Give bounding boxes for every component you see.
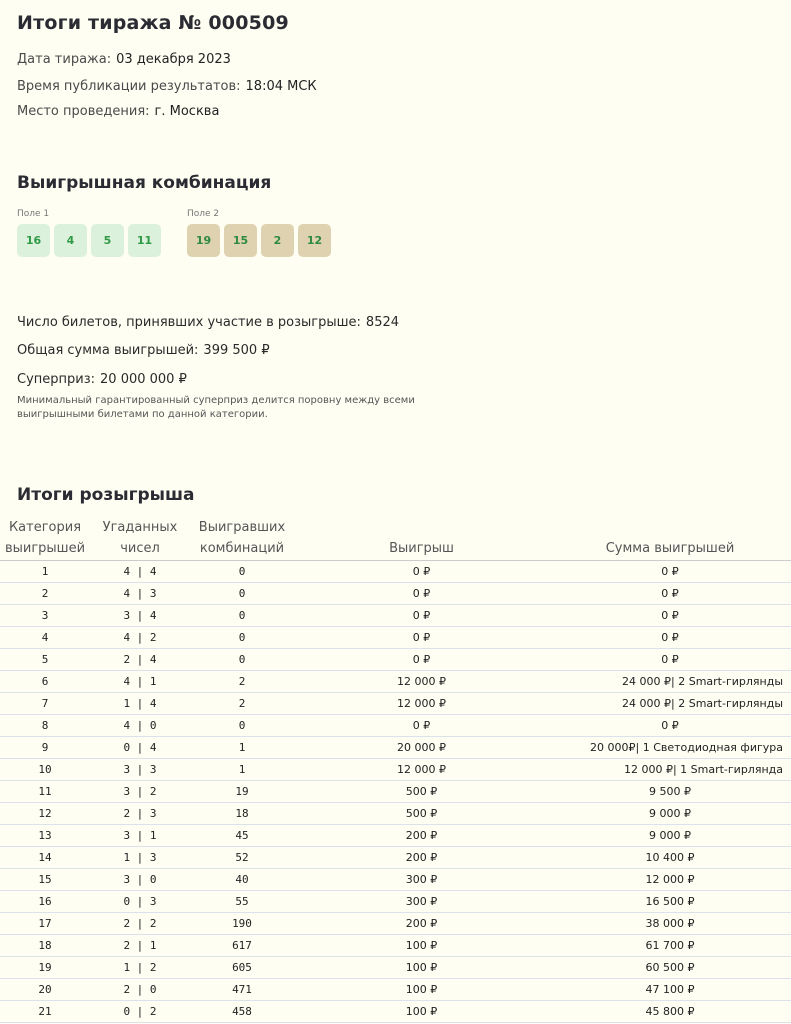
cell-category: 16 [0, 891, 90, 913]
cell-prize: 100 ₽ [294, 957, 549, 979]
cell-category: 12 [0, 803, 90, 825]
cell-winners: 2 [190, 693, 294, 715]
table-row [0, 781, 791, 803]
cell-total: 24 000 ₽| 2 Smart-гирлянды [549, 671, 791, 693]
cell-prize: 0 ₽ [294, 627, 549, 649]
table-row [0, 935, 791, 957]
draw-place [17, 104, 219, 119]
table-row [0, 803, 791, 825]
cell-matched: 3 | 0 [90, 869, 190, 891]
table-row [0, 649, 791, 671]
col-prize: Выигрыш [294, 515, 549, 561]
field1-label: Поле 1 [17, 209, 50, 219]
cell-category: 18 [0, 935, 90, 957]
cell-matched: 4 | 0 [90, 715, 190, 737]
cell-category: 17 [0, 913, 90, 935]
cell-prize: 0 ₽ [294, 561, 549, 583]
cell-prize: 0 ₽ [294, 583, 549, 605]
field1-ball: 11 [128, 224, 161, 257]
draw-date-value: 03 декабря 2023 [116, 52, 231, 67]
cell-matched: 2 | 2 [90, 913, 190, 935]
cell-matched: 2 | 4 [90, 649, 190, 671]
cell-winners: 0 [190, 605, 294, 627]
draw-date-label: Дата тиража: [17, 52, 112, 67]
cell-category: 6 [0, 671, 90, 693]
total-winnings [17, 343, 270, 358]
cell-winners: 190 [190, 913, 294, 935]
cell-matched: 2 | 0 [90, 979, 190, 1001]
table-row [0, 693, 791, 715]
draw-place-label: Место проведения: [17, 104, 150, 119]
cell-prize: 0 ₽ [294, 605, 549, 627]
cell-matched: 3 | 4 [90, 605, 190, 627]
total-winnings-value: 399 500 ₽ [203, 343, 270, 358]
cell-category: 9 [0, 737, 90, 759]
table-row [0, 561, 791, 583]
cell-category: 20 [0, 979, 90, 1001]
cell-matched: 0 | 3 [90, 891, 190, 913]
table-row [0, 979, 791, 1001]
field2-label: Поле 2 [187, 209, 220, 219]
cell-prize: 0 ₽ [294, 715, 549, 737]
cell-winners: 1 [190, 737, 294, 759]
superprize-note: Минимальный гарантированный суперприз делится поровну между всеми выигрышными билетами по данной категории. [17, 395, 415, 420]
cell-category: 3 [0, 605, 90, 627]
cell-matched: 0 | 4 [90, 737, 190, 759]
cell-prize: 200 ₽ [294, 847, 549, 869]
cell-total: 0 ₽ [549, 715, 791, 737]
cell-total: 60 500 ₽ [549, 957, 791, 979]
cell-matched: 4 | 4 [90, 561, 190, 583]
tickets-count-label: Число билетов, принявших участие в розыгрыше: [17, 315, 361, 330]
cell-category: 10 [0, 759, 90, 781]
superprize [17, 372, 187, 387]
cell-matched: 4 | 1 [90, 671, 190, 693]
table-row [0, 737, 791, 759]
cell-matched: 3 | 2 [90, 781, 190, 803]
cell-prize: 500 ₽ [294, 781, 549, 803]
field2-ball: 15 [224, 224, 257, 257]
cell-total: 12 000 ₽ [549, 869, 791, 891]
cell-prize: 200 ₽ [294, 825, 549, 847]
cell-winners: 0 [190, 627, 294, 649]
cell-matched: 4 | 3 [90, 583, 190, 605]
cell-winners: 617 [190, 935, 294, 957]
cell-matched: 1 | 3 [90, 847, 190, 869]
combination-title: Выигрышная комбинация [17, 173, 272, 193]
table-row [0, 605, 791, 627]
table-row [0, 583, 791, 605]
tickets-count-value: 8524 [365, 315, 400, 330]
cell-total: 9 000 ₽ [549, 803, 791, 825]
results-title: Итоги розыгрыша [17, 485, 195, 505]
cell-category: 1 [0, 561, 90, 583]
cell-winners: 458 [190, 1001, 294, 1023]
cell-winners: 52 [190, 847, 294, 869]
cell-prize: 100 ₽ [294, 1001, 549, 1023]
cell-total: 9 500 ₽ [549, 781, 791, 803]
cell-matched: 1 | 2 [90, 957, 190, 979]
cell-category: 19 [0, 957, 90, 979]
tickets-count [17, 315, 399, 330]
results-table [0, 515, 791, 1023]
cell-matched: 3 | 3 [90, 759, 190, 781]
results-header-row [0, 515, 791, 561]
cell-winners: 45 [190, 825, 294, 847]
cell-total: 45 800 ₽ [549, 1001, 791, 1023]
publish-time-value: 18:04 МСК [245, 79, 317, 94]
table-row [0, 1001, 791, 1023]
cell-total: 47 100 ₽ [549, 979, 791, 1001]
cell-matched: 1 | 4 [90, 693, 190, 715]
cell-total: 0 ₽ [549, 561, 791, 583]
draw-date [17, 52, 231, 67]
cell-total: 0 ₽ [549, 627, 791, 649]
cell-category: 7 [0, 693, 90, 715]
total-winnings-label: Общая сумма выигрышей: [17, 343, 199, 358]
col-matched: Угаданных чисел [90, 515, 190, 561]
cell-winners: 40 [190, 869, 294, 891]
superprize-label: Суперприз: [17, 372, 96, 387]
cell-category: 15 [0, 869, 90, 891]
cell-total: 24 000 ₽| 2 Smart-гирлянды [549, 693, 791, 715]
field1-balls [17, 224, 161, 257]
table-row [0, 759, 791, 781]
cell-winners: 1 [190, 759, 294, 781]
table-row [0, 891, 791, 913]
cell-total: 20 000₽| 1 Светодиодная фигура [549, 737, 791, 759]
field2-ball: 2 [261, 224, 294, 257]
cell-matched: 3 | 1 [90, 825, 190, 847]
col-category: Категория выигрышей [0, 515, 90, 561]
cell-prize: 500 ₽ [294, 803, 549, 825]
cell-matched: 4 | 2 [90, 627, 190, 649]
cell-winners: 0 [190, 649, 294, 671]
cell-category: 14 [0, 847, 90, 869]
table-row [0, 671, 791, 693]
cell-winners: 0 [190, 583, 294, 605]
cell-matched: 2 | 1 [90, 935, 190, 957]
table-row [0, 847, 791, 869]
cell-category: 8 [0, 715, 90, 737]
superprize-value: 20 000 000 ₽ [100, 372, 187, 387]
field2-ball: 12 [298, 224, 331, 257]
cell-total: 12 000 ₽| 1 Smart-гирлянда [549, 759, 791, 781]
draw-place-value: г. Москва [154, 104, 220, 119]
cell-category: 11 [0, 781, 90, 803]
cell-prize: 300 ₽ [294, 891, 549, 913]
cell-category: 2 [0, 583, 90, 605]
cell-total: 61 700 ₽ [549, 935, 791, 957]
cell-prize: 100 ₽ [294, 935, 549, 957]
cell-prize: 12 000 ₽ [294, 693, 549, 715]
cell-total: 0 ₽ [549, 583, 791, 605]
cell-total: 9 000 ₽ [549, 825, 791, 847]
cell-prize: 12 000 ₽ [294, 671, 549, 693]
field1-ball: 16 [17, 224, 50, 257]
table-row [0, 627, 791, 649]
cell-prize: 20 000 ₽ [294, 737, 549, 759]
cell-prize: 0 ₽ [294, 649, 549, 671]
cell-prize: 200 ₽ [294, 913, 549, 935]
cell-winners: 2 [190, 671, 294, 693]
cell-winners: 471 [190, 979, 294, 1001]
cell-prize: 300 ₽ [294, 869, 549, 891]
cell-winners: 19 [190, 781, 294, 803]
table-row [0, 869, 791, 891]
cell-winners: 55 [190, 891, 294, 913]
table-row [0, 913, 791, 935]
cell-category: 13 [0, 825, 90, 847]
cell-prize: 100 ₽ [294, 979, 549, 1001]
table-row [0, 825, 791, 847]
cell-total: 16 500 ₽ [549, 891, 791, 913]
cell-category: 21 [0, 1001, 90, 1023]
field1-ball: 5 [91, 224, 124, 257]
col-total: Сумма выигрышей [549, 515, 791, 561]
cell-category: 4 [0, 627, 90, 649]
table-row [0, 957, 791, 979]
cell-total: 10 400 ₽ [549, 847, 791, 869]
publish-time-label: Время публикации результатов: [17, 79, 241, 94]
cell-winners: 605 [190, 957, 294, 979]
field2-balls [187, 224, 331, 257]
cell-total: 38 000 ₽ [549, 913, 791, 935]
page-title: Итоги тиража № 000509 [17, 12, 289, 34]
cell-total: 0 ₽ [549, 649, 791, 671]
col-winners: Выигравших комбинаций [190, 515, 294, 561]
table-row [0, 715, 791, 737]
cell-matched: 0 | 2 [90, 1001, 190, 1023]
field2-ball: 19 [187, 224, 220, 257]
cell-total: 0 ₽ [549, 605, 791, 627]
publish-time [17, 79, 317, 94]
cell-winners: 0 [190, 715, 294, 737]
cell-matched: 2 | 3 [90, 803, 190, 825]
cell-winners: 18 [190, 803, 294, 825]
cell-winners: 0 [190, 561, 294, 583]
cell-category: 5 [0, 649, 90, 671]
cell-prize: 12 000 ₽ [294, 759, 549, 781]
field1-ball: 4 [54, 224, 87, 257]
